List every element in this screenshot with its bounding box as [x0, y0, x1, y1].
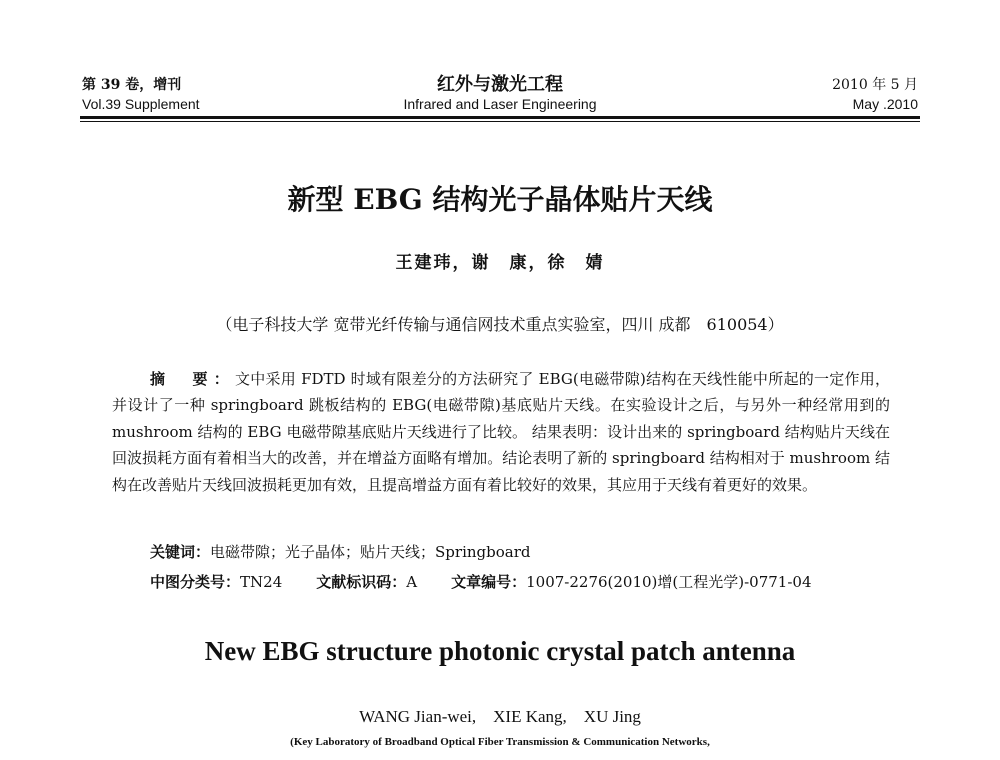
- affiliation-en: (Key Laboratory of Broadband Optical Fiber Transmission & Communication Networks,: [290, 736, 710, 748]
- journal-name-cn: 红外与激光工程: [437, 74, 563, 95]
- clc-label: 中图分类号：: [150, 573, 241, 591]
- keywords-line: [150, 541, 530, 562]
- volume-en: Vol.39 Supplement: [82, 96, 200, 112]
- article-number-label: 文章编号：: [451, 573, 527, 591]
- issue-date-en: May .2010: [852, 96, 918, 112]
- authors-en: WANG Jian-wei, XIE Kang, XU Jing: [359, 707, 641, 726]
- abstract-text: 文中采用 FDTD 时域有限差分的方法研究了 EBG(电磁带隙)结构在天线性能中所起的一定作用，并设计了一种 springboard 跳板结构的 EBG(电磁带隙)基底贴片天线。在实验设计之后，与另外一种经常用到的 mushroom 结构的 EBG 电磁带隙基底贴片天线进行了比较。 结果表明：设计出来的 springboard 结构贴片天线在回波损耗方面有着相当大的改善，并在增益方面略有增加。结论表明了新的 springboard 结构相对于 mushroom 结构在改善贴片天线回波损耗更加有效，且提高增益方面有着比较好的效果，其应用于天线有着更好的效果。: [112, 370, 890, 494]
- header-rule-thick: [80, 116, 920, 119]
- article-number-value: 1007-2276(2010)增(工程光学)-0771-04: [526, 573, 812, 591]
- doc-code-label: 文献标识码：: [316, 573, 407, 591]
- header-rule-thin: [80, 121, 920, 122]
- journal-name-en: Infrared and Laser Engineering: [403, 96, 597, 112]
- abstract-label: 摘 要：: [150, 370, 236, 388]
- keywords-text: 电磁带隙；光子晶体；贴片天线；Springboard: [210, 543, 531, 561]
- issue-date-cn: 2010 年 5 月: [832, 77, 918, 93]
- doc-code-value: A: [406, 573, 418, 591]
- classification-line: [150, 571, 812, 592]
- affiliation-cn: （电子科技大学 宽带光纤传输与通信网技术重点实验室，四川 成都 610054）: [216, 315, 784, 334]
- authors-cn: 王建玮，谢 康，徐 婧: [395, 253, 605, 273]
- volume-cn: 第 39 卷，增刊: [82, 77, 182, 93]
- keywords-label: 关键词：: [150, 543, 211, 561]
- paper-title-cn: 新型 EBG 结构光子晶体贴片天线: [287, 183, 713, 216]
- abstract-block: [112, 366, 890, 498]
- paper-title-en: New EBG structure photonic crystal patch antenna: [204, 636, 796, 666]
- clc-value: TN24: [240, 573, 283, 591]
